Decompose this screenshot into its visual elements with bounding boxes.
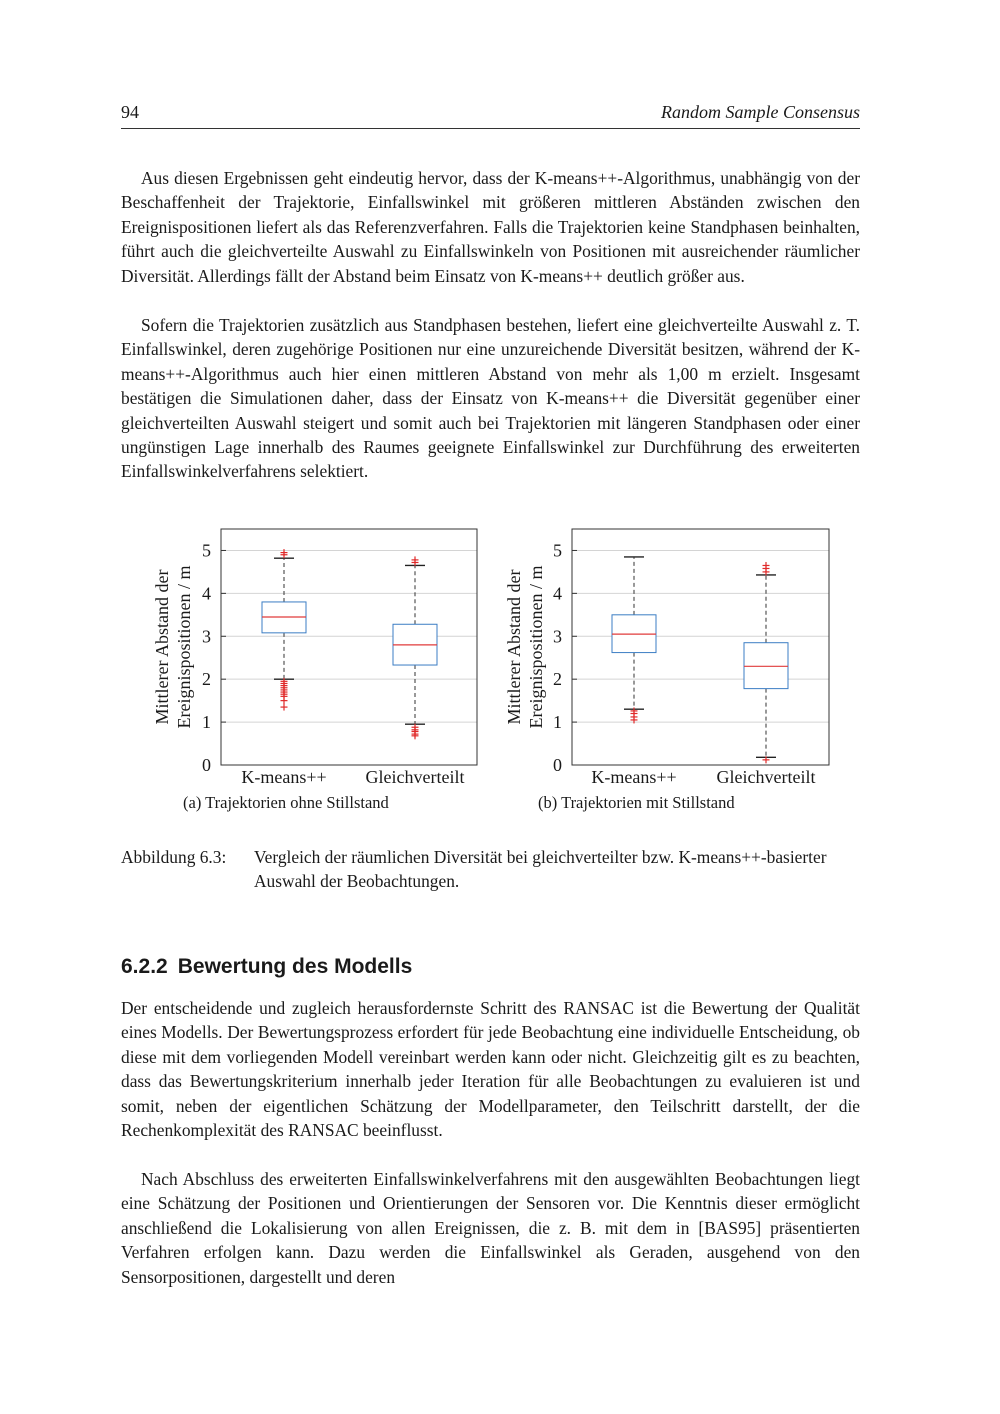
y-tick-label: 3 [553, 626, 562, 647]
box-kmeans [262, 549, 306, 710]
y-tick-label: 2 [553, 669, 562, 690]
box-iqr [744, 643, 788, 689]
x-category-label: K-means++ [241, 767, 327, 787]
x-category-label: K-means++ [591, 767, 677, 787]
figure-caption-text: Vergleich der räumlichen Diversität bei gleichverteilter bzw. K-means++-basierter Auswahl der Beobachtungen. [254, 847, 827, 892]
y-tick-label: 1 [202, 712, 211, 733]
paragraph-standphasen: Sofern die Trajektorien zusätzlich aus Standphasen bestehen, liefert eine gleichverteilte Auswahl z. T. Einfallswinkel, deren zugehörige Positionen nur eine unzureichende Diversität besitzen, während der K-means++-Algorithmus auch hier einen mittleren Abstand von mehr als 1,00 m erzielt. Insgesamt bestätigen die Simulationen daher, dass der Einsatz von K-means++ die Diversität gegenüber einer gleichverteilten Auswahl steigert und somit auch bei Trajektorien mit längeren Standphasen oder einer ungünstigen Lage innerhalb des Raumes geeignete Einfallswinkel zur Durchführung des erweiterten Einfallswinkelverfahrens selektiert. [121, 315, 860, 482]
outlier-marker [281, 704, 288, 711]
y-tick-label: 4 [202, 583, 211, 604]
section-number: 6.2.2 [121, 955, 168, 978]
boxplot-panel-b [504, 529, 829, 787]
y-axis-label-line2: Ereignispositionen / m [526, 565, 546, 729]
plot-frame [221, 529, 477, 765]
box-kmeans [612, 557, 656, 724]
y-tick-label: 5 [202, 540, 211, 561]
running-header [121, 100, 860, 129]
y-tick-label: 2 [202, 669, 211, 690]
y-axis-label-line1: Mittlerer Abstand der [504, 569, 524, 725]
boxplot-figure-svg [0, 515, 1000, 815]
section-heading [121, 955, 422, 979]
figure-caption-label: Abbildung 6.3: [121, 847, 227, 867]
figure-boxplots [0, 515, 1000, 825]
subcaption-b: (b) Trajektorien mit Stillstand [538, 793, 735, 812]
x-category-label: Gleichverteilt [716, 767, 816, 787]
y-axis-label [504, 566, 546, 729]
running-title: Random Sample Consensus [661, 102, 860, 122]
paragraph-results: Aus diesen Ergebnissen geht eindeutig hervor, dass der K-means++-Algorithmus, unabhängig von der Beschaffenheit der Trajektorie, Einfallswinkel mit größeren mittleren Abständen zwischen den Ereignispositionen liefert als das Referenzverfahren. Falls die Trajektorien keine Standphasen beinhalten, führt auch die gleichverteilte Auswahl zu Einfallswinkeln von Positionen mit ausreichender räumlicher Diversität. Allerdings fällt der Abstand beim Einsatz von K-means++ deutlich größer aus. [121, 168, 860, 286]
y-tick-label: 4 [553, 583, 562, 604]
y-tick-label: 3 [202, 626, 211, 647]
plot-frame [572, 529, 829, 765]
section-title: Bewertung des Modells [177, 955, 413, 978]
page-number: 94 [121, 102, 139, 122]
y-tick-label: 1 [553, 712, 562, 733]
paragraph-bewertung: Der entscheidende und zugleich herausfordernste Schritt des RANSAC ist die Bewertung der Qualität eines Modells. Der Bewertungsprozess erfordert für jede Beobachtung eine individuelle Entscheidung, ob diese mit dem vorliegenden Modell vereinbart werden kann oder nicht. Gleichzeitig gilt es zu beachten, dass das Bewertungskriterium innerhalb jeder Iteration für alle Beobachtungen zu evaluieren ist und somit, neben der eigentlichen Schätzung der Modellparameter, den Teilschritt darstellt, der die Rechenkomplexität des RANSAC beeinflusst. [121, 998, 860, 1141]
paragraph-lokalisierung: Nach Abschluss des erweiterten Einfallswinkelverfahrens mit den ausgewählten Beobachtungen liegt eine Schätzung der Positionen und Orientierungen der Sensoren vor. Die Kenntnis dieser ermöglicht anschließend die Lokalisierung von allen Ereignissen, die z. B. mit dem in [BAS95] präsentierten Verfahren erfolgen kann. Dazu werden die Einfallswinkel als Geraden, ausgehend von den Sensorpositionen, dargestellt und deren [121, 1169, 860, 1287]
x-category-label: Gleichverteilt [365, 767, 465, 787]
subcaption-a: (a) Trajektorien ohne Stillstand [183, 793, 389, 812]
box-gleichverteilt [744, 562, 788, 763]
y-axis-label-line2: Ereignispositionen / m [174, 565, 194, 729]
box-gleichverteilt [393, 556, 437, 739]
y-axis-label [152, 566, 194, 729]
y-axis-label-line1: Mittlerer Abstand der [152, 569, 172, 725]
boxplot-panel-a [152, 529, 477, 787]
y-tick-label: 0 [202, 755, 211, 775]
y-tick-label: 5 [553, 540, 562, 561]
y-tick-label: 0 [553, 755, 562, 775]
